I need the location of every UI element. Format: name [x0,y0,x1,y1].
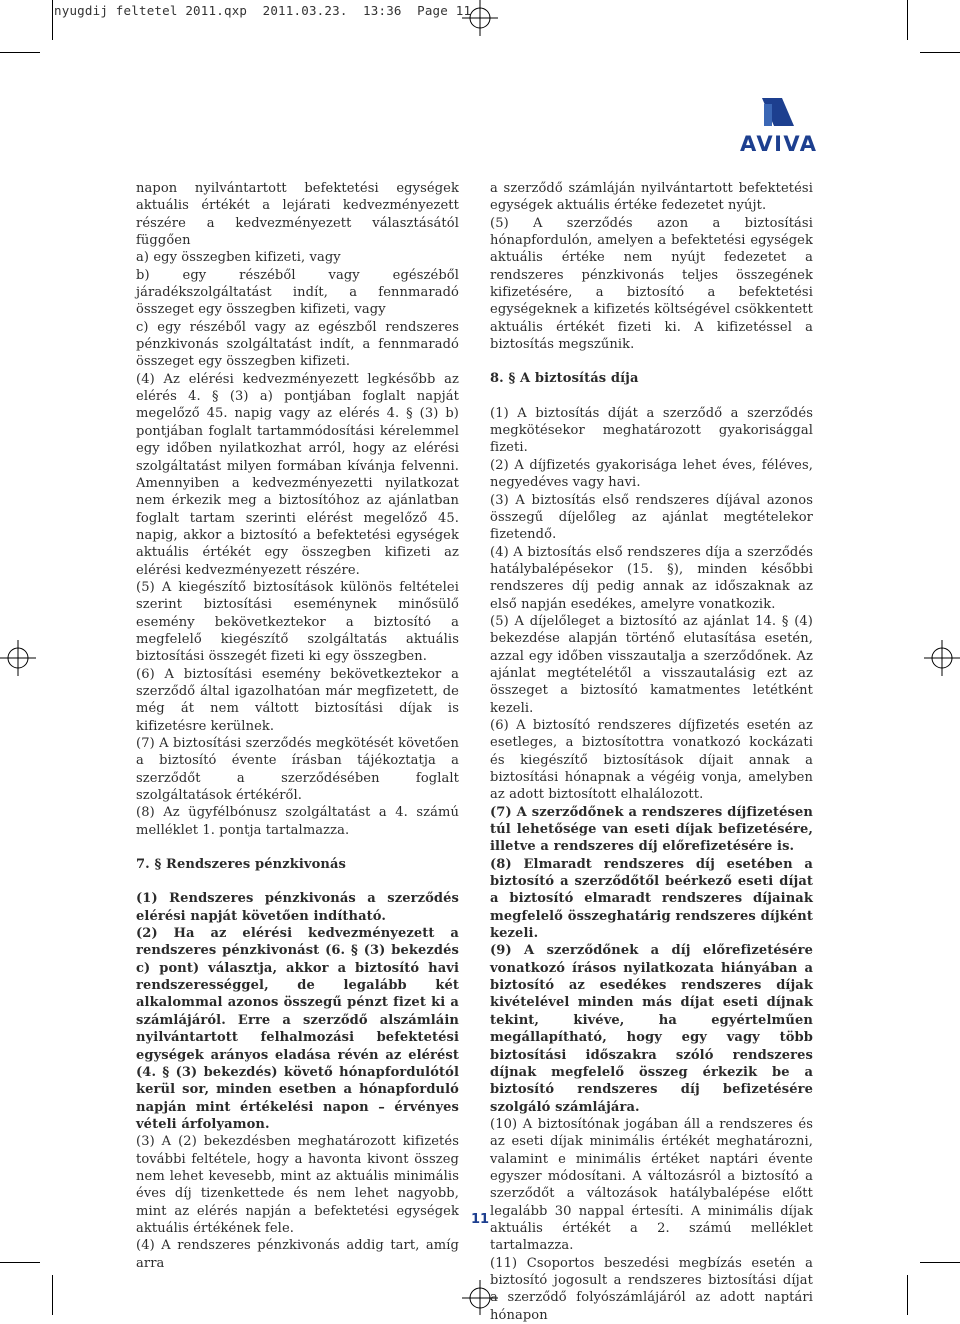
paragraph: (4) A biztosítás első rendszeres díja a szerződés hatálybalépésekor (15. §), minden későbbi rendszeres díj pedig annak az időszaknak az első napján esedékes, amelyre vonatkozik. [490,544,813,612]
paragraph: (6) A biztosító rendszeres díjfizetés esetén az esetleges, a biztosítottra vonatkozó kockázati és kiegészítő biztosítások díjait annak a biztosítási hónapnak a végéig vonja, amelyben az adott biztosított elhalálozott. [490,717,813,803]
paragraph: (2) Ha az elérési kedvezményezett a rendszeres pénzkivonást (6. § (3) bekezdés c) pont) választja, akkor a biztosító havi rendszerességgel, de legalább két alkalommal azonos összegű pénzt fizet ki a számlájáról. Erre a szerződő alszámláin nyilvántartott felhalmozási befektetési egységek arányos eladása révén az elérést (4. § (3) bekezdés) követő hónapfordulótól kerül sor, minden esetben a hónapforduló napján mint értékelési napon – érvényes vételi árfolyamon. [136,926,459,1132]
registration-mark-icon [924,640,960,676]
paragraph: a szerződő számláján nyilvántartott befektetési egységek aktuális értéke fedezetet nyújt. [490,181,813,214]
trim-mark [920,52,960,53]
paragraph: (11) Csoportos beszedési megbízás esetén a biztosító jogosult a rendszeres biztosítási díjat a szerződő folyószámlájáról az adott naptári hónapon [490,1255,813,1323]
paragraph: (4) A rendszeres pénzkivonás addig tart, amíg arra [136,1238,459,1271]
paragraph: (1) A biztosítás díját a szerződő a szerződés megkötésekor meghatározott gyakorisággal fizeti. [490,405,813,456]
paragraph: (7) A biztosítási szerződés megkötését követően a biztosító évente írásban tájékoztatja a szerződőt a szerződésében foglalt szolgáltatások értékéről. [136,736,459,804]
right-text-column [490,180,813,1324]
paragraph: (9) A szerződőnek a díj előrefizetésére vonatkozó írásos nyilatkozata hiányában a biztosító az esedékes rendszeres díjak kivételével minden más díjat eseti díjnak tekint, kivéve, ha egyértelműen megállapítható, hogy egy vagy több biztosítási időszakra szóló rendszeres díjnak megfelelő összeg érkezik be a biztosító rendszeres díj befizetésére szolgáló számlájára. [490,943,813,1115]
paragraph: (5) A kiegészítő biztosítások különös feltételei szerint biztosítási eseménynek minősülő esemény bekövetkeztekor a biztosító a megfelelő kiegészítő szolgáltatás aktuális biztosítási összegét fizeti ki egy összegben. [136,579,459,665]
trim-mark [0,52,40,53]
paragraph: napon nyilvántartott befektetési egységek aktuális értékét a lejárati kedvezményezett részére a kedvezményezett választásától függően [136,181,459,249]
paragraph: b) egy részéből vagy egészéből járadékszolgáltatást indít, a fennmaradó összeget egy összegben kifizeti, vagy [136,267,459,318]
paragraph: (7) A szerződőnek a rendszeres díjfizetésen túl lehetősége van eseti díjak befizetésére, illetve a rendszeres díj előrefizetésére is. [490,804,813,855]
paragraph: (5) A szerződés azon a biztosítási hónapfordulón, amelyen a befektetési egységek aktuális értéke nem nyújt fedezetet a rendszeres pénzkivonás teljes összegének kifizetésére, a biztosító a befektetési egységeknek a kifizetés költségével csökkentett aktuális értékét fizeti ki. A kifizetéssel a biztosítás megszűnik. [490,215,813,353]
registration-mark-icon [0,640,36,676]
paragraph: (8) Az ügyfélbónusz szolgáltatást a 4. számú melléklet 1. pontja tartalmazza. [136,805,459,838]
section-heading: 7. § Rendszeres pénzkivonás [136,857,346,873]
trim-mark [907,1275,908,1315]
trim-mark [920,1262,960,1263]
aviva-logo-text: AVIVA [740,132,818,156]
section-heading: 8. § A biztosítás díja [490,371,639,387]
paragraph: a) egy összegben kifizeti, vagy [136,250,341,266]
paragraph: c) egy részéből vagy az egészből rendszeres pénzkivonás szolgáltatást indít, a fennmaradó összeget egy összegben kifizeti. [136,319,459,370]
paragraph: (3) A (2) bekezdésben meghatározott kifizetés további feltétele, hogy a havonta kivont összeg nem lehet kevesebb, mint az aktuális minimális éves díj tizenkettede és nem lehet nagyobb, mint az elérés napján a befektetési egységek aktuális értékének fele. [136,1134,459,1236]
paragraph: (2) A díjfizetés gyakorisága lehet éves, féléves, negyedéves vagy havi. [490,457,813,491]
trim-mark [0,1262,40,1263]
paragraph: (10) A biztosítónak jogában áll a rendszeres és az eseti díjak minimális értékét meghatározni, valamint e minimális értéket naptári évente egyszer módosítani. A változásról a biztosító a szerződőt a változások hatálybalépése előtt legalább 30 nappal értesíti. A minimális díjak aktuális értékét a 2. számú melléklet tartalmazza. [490,1116,813,1254]
paragraph: (5) A díjelőleget a biztosító az ajánlat 14. § (4) bekezdése alapján történő elutasítása esetén, azzal egy időben visszautalja a szerződőnek. Az ajánlat megtételétől a visszautalásig ezt az összeget a biztosító kamatmentes letétként kezeli. [490,613,813,716]
trim-mark [907,0,908,40]
paragraph: (8) Elmaradt rendszeres díj esetében a biztosító a szerződőtől beérkező eseti díjat a biztosító elmaradt rendszeres díjainak megfelelő összeghatárig rendszeres díjként kezeli. [490,856,813,942]
paragraph: (4) Az elérési kedvezményezett legkésőbb az elérés 4. § (3) a) pontjában foglalt napját megelőző 45. napig vagy az elérés 4. § (3) b) pontjában foglalt tartammódosítási kérelemmel egy időben nyilatkozhat arról, hogy az elérési szolgáltatást milyen formában kívánja felvenni. Amennyiben a kedvezményezetti nyilatkozat nem érkezik meg a biztosítóhoz az ajánlatban foglalt tartam szerinti elérést megelőző 45. napig, akkor a biztosító a befektetési egységek aktuális értékét egy összegben kifizeti az elérési kedvezményezett részére. [136,371,459,578]
registration-mark-icon [462,0,498,36]
paragraph: (1) Rendszeres pénzkivonás a szerződés elérési napját követően indítható. [136,891,459,924]
trim-mark [52,0,53,40]
paragraph: (3) A biztosítás első rendszeres díjával azonos összegű díjelőleg az ajánlat megtételekor fizetendő. [490,492,813,543]
page-number: 11 [470,1212,490,1227]
print-slug: nyugdij feltetel 2011.qxp 2011.03.23. 13:36 Page 11 [54,3,472,18]
left-text-column [136,180,459,1272]
trim-mark [52,1275,53,1315]
paragraph: (6) A biztosítási esemény bekövetkeztekor a szerződő által igazolhatóan már megfizetett, de még át nem váltott biztosítási díjak is kifizetésre kerülnek. [136,666,459,734]
